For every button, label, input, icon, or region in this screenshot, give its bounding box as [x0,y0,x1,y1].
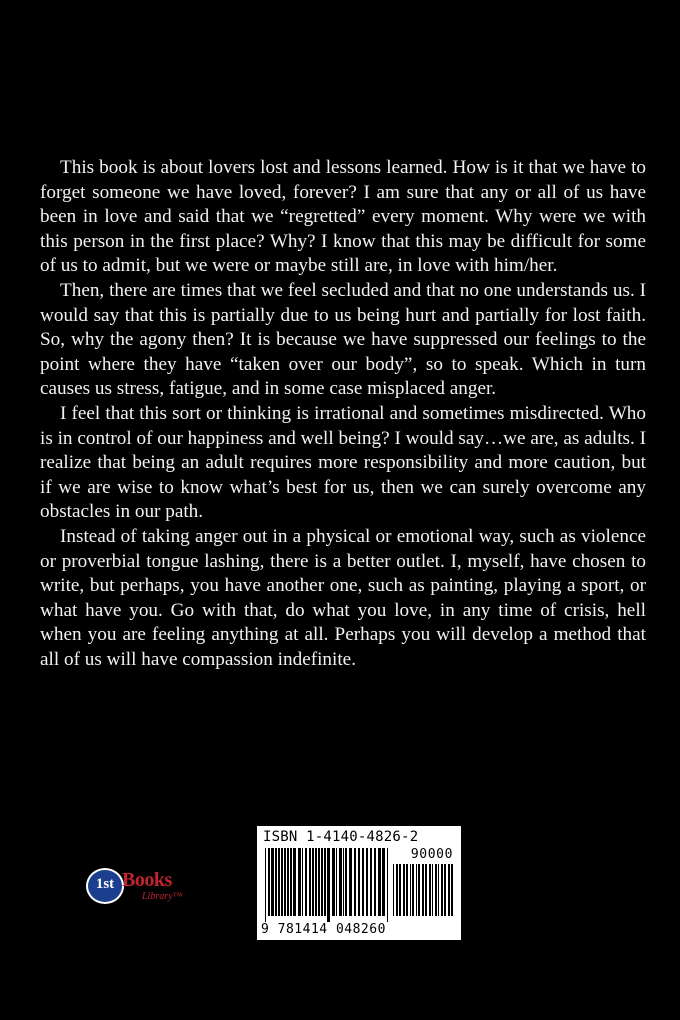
ean-barcode-bars [265,848,389,922]
barcode-bar [354,848,356,916]
blurb-paragraph: Instead of taking anger out in a physical or emotional way, such as violence or proverbial tongue lashing, there is a better outlet. I, myself, have chosen to write, but perhaps, you have another one, such as painting, playing a sport, or what have you. Go with that, do what you love, in any time of crisis, hell when you are feeling anything at all. Perhaps you will develop a method that all of us will have compassion indefinite. [40,525,646,670]
barcode-bar [305,848,307,916]
barcode-bar [403,864,405,916]
barcode-bar [429,864,431,916]
barcode-bar [441,864,443,916]
blurb-paragraph: Then, there are times that we feel secluded and that no one understands us. I would say that this is partially due to us being hurt and partially for lost faith. So, why the agony then? It is because we have suppressed our feelings to the point where they have “taken over our body”, so to speak. Which in turn causes us stress, fatigue, and in some case misplaced anger. [40,279,646,400]
barcode-bar [332,848,335,916]
barcode-bar [416,864,417,916]
barcode-bar [327,848,330,922]
barcode-bar [287,848,289,916]
barcode-bar [374,848,376,916]
barcode-bar [382,848,385,916]
addon-barcode-bars [393,864,453,922]
barcode-bar [298,848,301,916]
barcode-bar [435,864,437,916]
ean-digits: 9 781414 048260 [261,922,386,937]
barcode-bar [444,864,446,916]
barcode-bar [343,848,344,916]
barcode-bar [315,848,317,916]
barcode-bar [358,848,360,916]
barcode-bar [387,848,388,922]
publisher-logo-name: Books [122,869,172,891]
barcode-bar [321,848,323,916]
barcode-bar [345,848,347,916]
publisher-logo [86,865,192,909]
barcode-bar [293,848,296,916]
barcode-bar [370,848,372,916]
barcode-bar [271,848,274,916]
barcode-bar [406,864,408,916]
barcode-bar [281,848,283,916]
barcode-bar [290,848,292,916]
barcode-bar [432,864,433,916]
barcode-bar [312,848,314,916]
barcode-bar [275,848,277,916]
barcode-bar [451,864,453,916]
barcode-bar [393,864,394,916]
barcode-bar [399,864,401,916]
barcode-bar [366,848,368,916]
barcode-bar [324,848,326,916]
barcode-bar [284,848,286,916]
barcode-bar [378,848,381,916]
isbn-label: ISBN 1-4140-4826-2 [263,829,419,845]
barcode-bar [302,848,303,916]
barcode-bar [396,864,398,916]
price-code: 90000 [410,847,453,862]
barcode-bar [268,848,270,916]
barcode-bar [349,848,352,916]
barcode-bar [278,848,280,916]
publisher-logo-subtitle: Library™ [142,891,183,902]
barcode-bar [418,864,420,916]
back-cover-blurb [40,156,646,672]
barcode-bar [309,848,311,916]
publisher-logo-number: 1st [95,876,115,892]
barcode-bar [438,864,439,916]
barcode-bar [412,864,414,916]
isbn-barcode [257,826,461,940]
barcode-bar [336,848,337,916]
barcode-bar [265,848,266,922]
barcode-bar [362,848,364,916]
barcode-bar [425,864,427,916]
barcode-bar [410,864,411,916]
publisher-logo-oval [86,868,124,904]
barcode-bar [448,864,450,916]
barcode-bar [422,864,424,916]
blurb-paragraph: I feel that this sort or thinking is irrational and sometimes misdirected. Who is in control of our happiness and well being? I would say…we are, as adults. I realize that being an adult requires more responsibility and more caution, but if we are wise to know what’s best for us, then we can surely overcome any obstacles in our path. [40,402,646,523]
barcode-bar [339,848,342,916]
barcode-bar [318,848,320,916]
blurb-paragraph: This book is about lovers lost and lessons learned. How is it that we have to forget someone we have loved, forever? I am sure that any or all of us have been in love and said that we “regretted” every moment. Why were we with this person in the first place? Why? I know that this may be difficult for some of us to admit, but we were or maybe still are, in love with him/her. [40,157,646,277]
